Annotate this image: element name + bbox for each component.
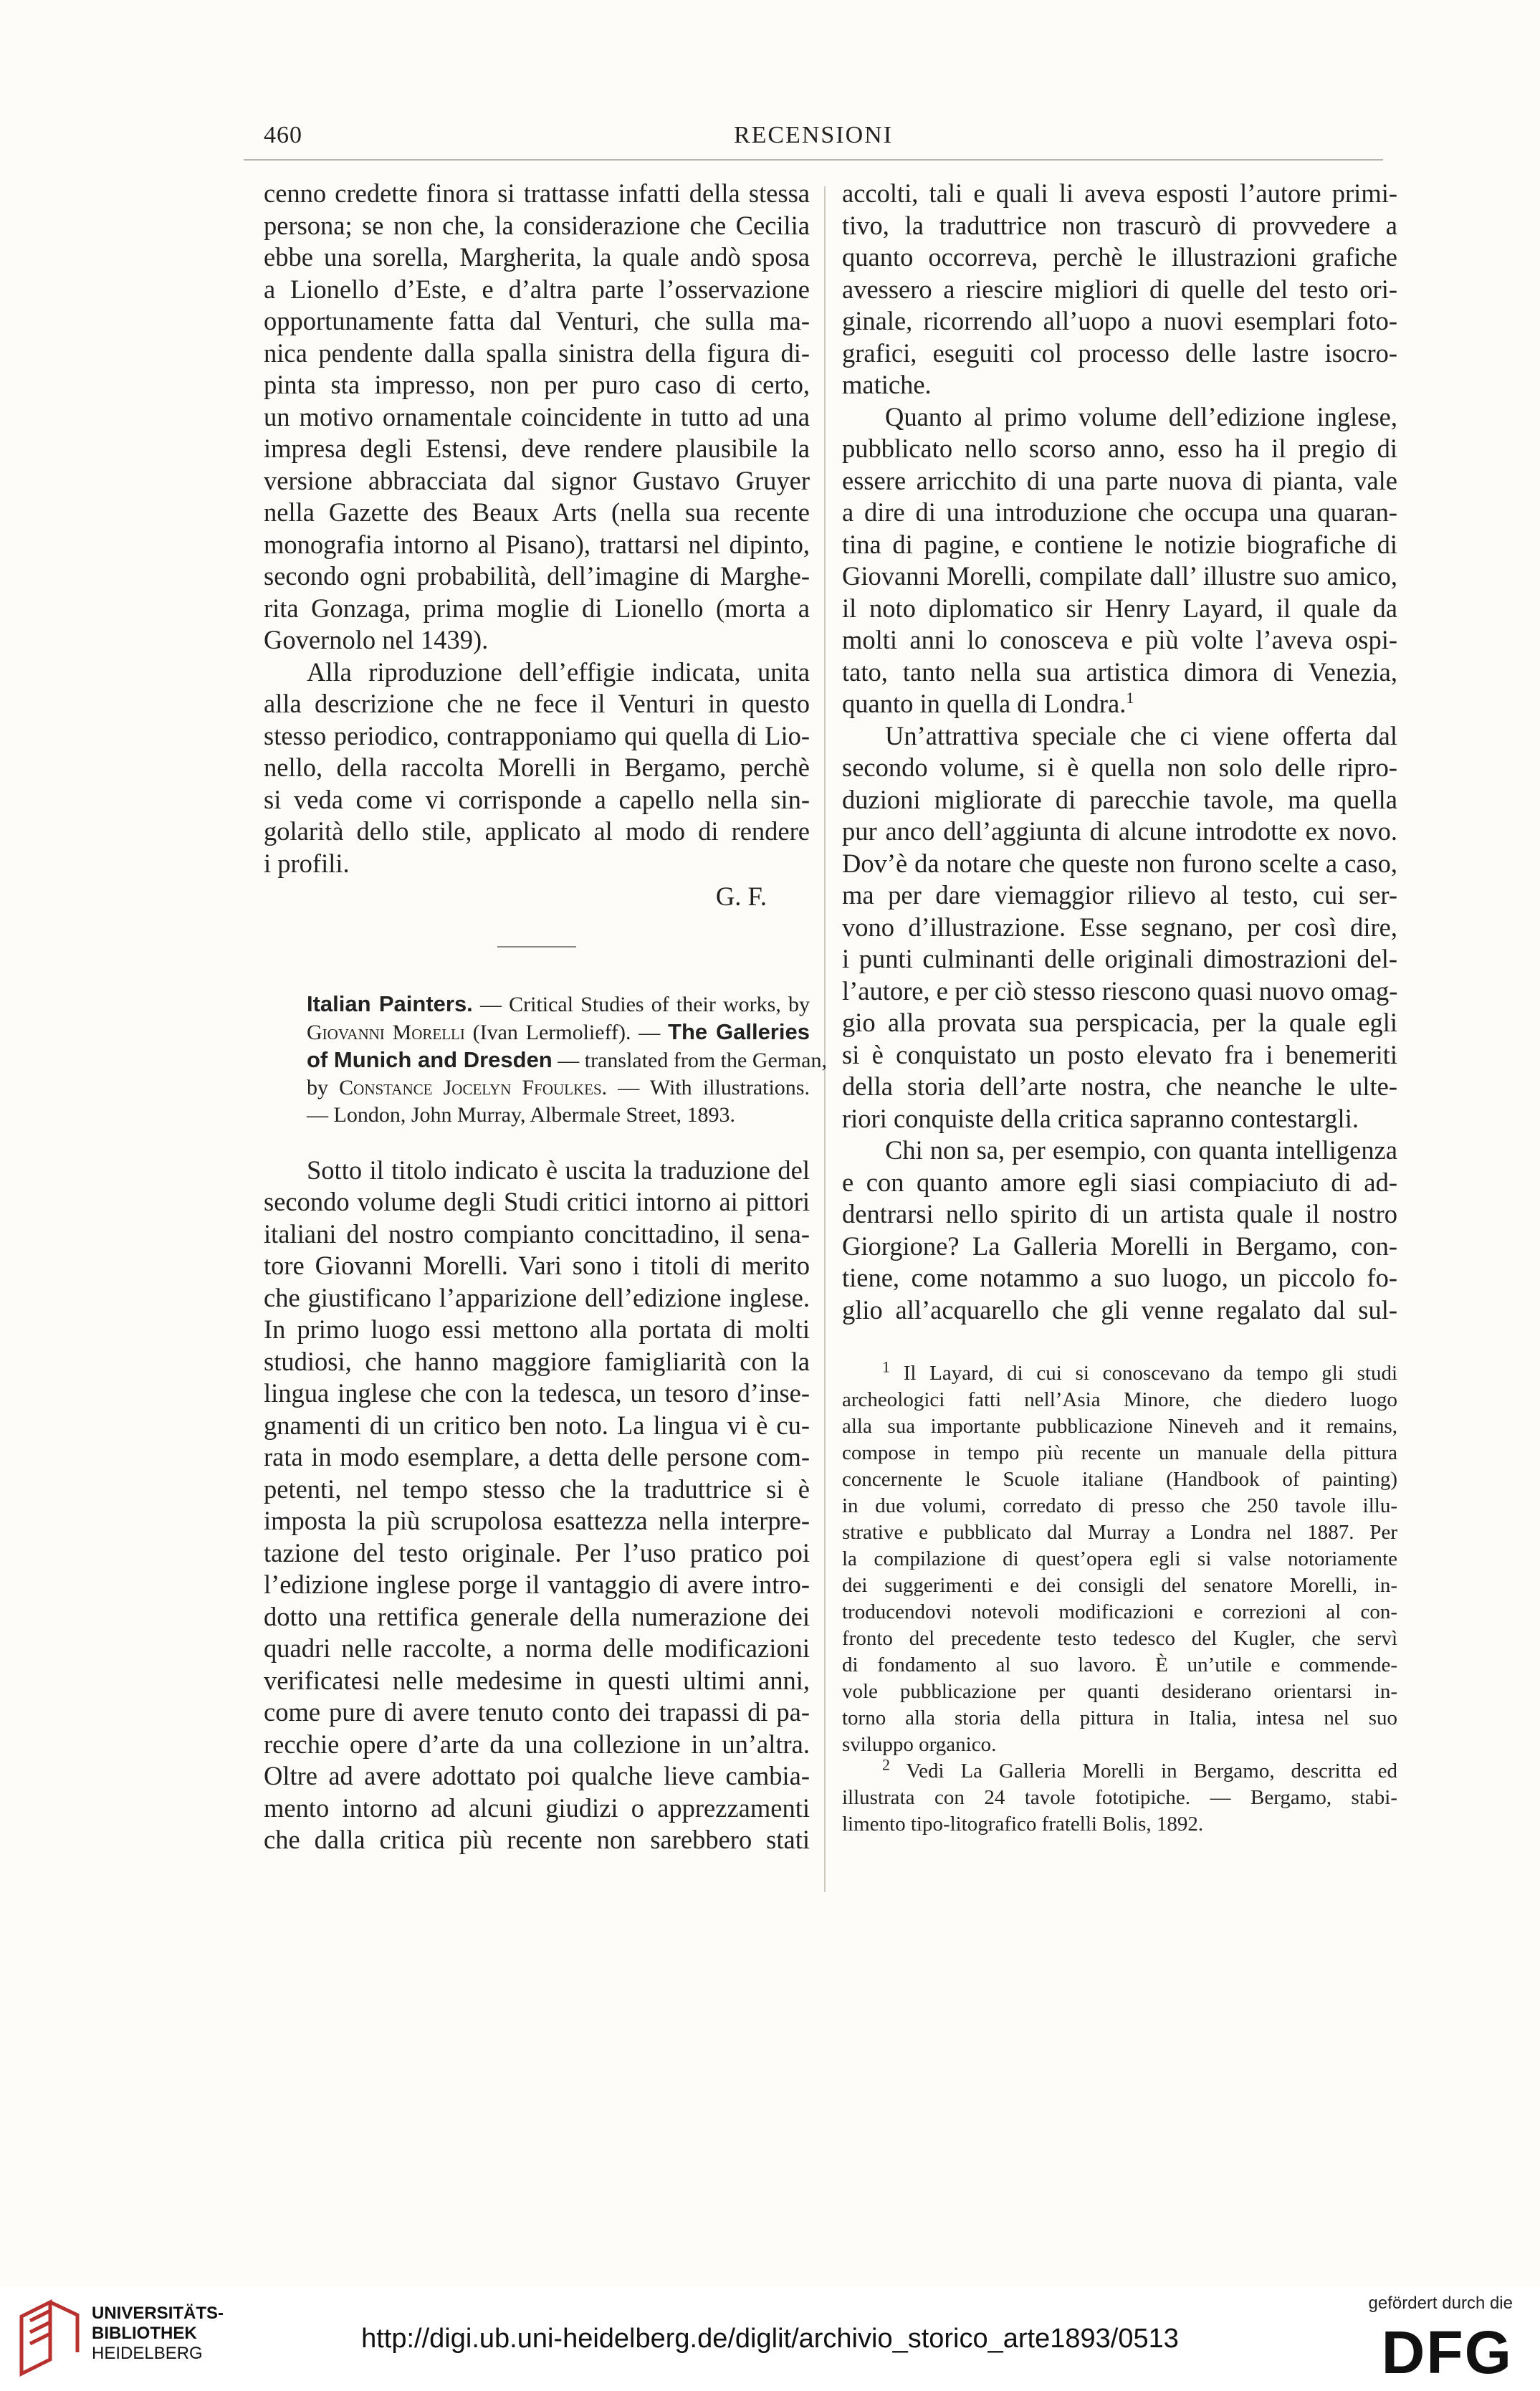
text-line: impresa degli Estensi, deve rendere plausibile la bbox=[264, 434, 810, 463]
text-line: lingua inglese che con la tedesca, un tesoro d’inse- bbox=[264, 1378, 810, 1408]
text-line: stesso periodico, contrapponiamo qui quella di Lio- bbox=[264, 720, 810, 750]
left-column bbox=[264, 178, 827, 1856]
text-line: studiosi, che hanno maggiore famigliarità con la bbox=[264, 1346, 810, 1376]
text-line: pur anco dell’aggiunta di alcune introdotte ex novo. bbox=[842, 816, 1397, 846]
text-line: monografia intorno al Pisano), trattarsi nel dipinto, bbox=[264, 529, 810, 559]
footnote-line: in due volumi, corredato di presso che 250 tavole illu- bbox=[842, 1494, 1397, 1517]
text-line: nella Gazette des Beaux Arts (nella sua recente bbox=[264, 497, 810, 527]
text-line: recchie opere d’arte da una collezione in un’altra. bbox=[264, 1729, 810, 1759]
text-line: quanto occorreva, perchè le illustrazioni grafiche bbox=[842, 242, 1397, 272]
book-title: Italian Painters. bbox=[307, 991, 473, 1016]
text-line: dentrarsi nello spirito di un artista quale il nostro bbox=[842, 1199, 1397, 1228]
text-line: vono d’illustrazione. Esse segnano, per così dire, bbox=[842, 912, 1397, 942]
dfg-logo-icon: DFG bbox=[1381, 2319, 1513, 2386]
footnote-number: 2 bbox=[882, 1755, 890, 1774]
text-line: accolti, tali e quali li aveva esposti l’autore primi- bbox=[842, 178, 1397, 208]
text-line: Alla riproduzione dell’effigie indicata, unita bbox=[307, 657, 810, 687]
text-line: pubblicato nello scorso anno, esso ha il pregio di bbox=[842, 434, 1397, 463]
footnote-line: alla sua importante pubblicazione Nineveh and it remains, bbox=[842, 1415, 1397, 1438]
text-line: a dire di una introduzione che occupa una quaran- bbox=[842, 497, 1397, 527]
text-line: glio all’acquarello che gli venne regalato dal sul- bbox=[842, 1294, 1397, 1325]
paragraph bbox=[842, 720, 1397, 1135]
footnote-line: $^1$ Il Layard, di cui si conoscevano da tempo gli studi bbox=[882, 1357, 1397, 1385]
text-line: Giovanni Morelli, compilate dall’ illustre suo amico, bbox=[842, 561, 1397, 591]
footnote-line: dei suggerimenti e dei consigli del senatore Morelli, in- bbox=[842, 1574, 1397, 1597]
text-line: che dalla critica più recente non sarebbero stati bbox=[264, 1825, 810, 1854]
text-line: alla descrizione che ne fece il Venturi in questo bbox=[264, 689, 810, 718]
text-line: cenno credette finora si trattasse infatti della stessa bbox=[264, 178, 810, 208]
institution-name: UNIVERSITÄTS- BIBLIOTHEK HEIDELBERG bbox=[92, 2304, 224, 2363]
text-line: Governolo nel 1439). bbox=[264, 625, 489, 654]
text-line: nello, della raccolta Morelli in Bergamo, perchè bbox=[264, 753, 810, 782]
viewer-footer bbox=[0, 2286, 1540, 2391]
text-line: duzioni migliorate di parecchie tavole, ma quella bbox=[842, 784, 1397, 814]
text-line: versione abbracciata dal signor Gustavo Gruyer bbox=[264, 465, 810, 495]
paragraph bbox=[842, 1135, 1397, 1326]
text-line: tiene, come notammo a suo luogo, un piccolo fo- bbox=[842, 1263, 1397, 1292]
text-line: gio alla provata sua perspicacia, per la quale egli bbox=[842, 1008, 1397, 1037]
footnote-line: compose in tempo più recente un manuale della pittura bbox=[842, 1441, 1397, 1464]
text-line: il noto diplomatico sir Henry Layard, il quale da bbox=[842, 593, 1397, 623]
column-divider bbox=[824, 186, 826, 1892]
running-title: RECENSIONI bbox=[733, 122, 894, 148]
footnote-line: illustrata con 24 tavole fototipiche. — Bergamo, stabi- bbox=[842, 1786, 1397, 1809]
text-line: matiche. bbox=[842, 370, 932, 399]
section-rule bbox=[497, 946, 576, 948]
paragraph bbox=[264, 1155, 810, 1856]
text-line: golarità dello stile, applicato al modo di rendere bbox=[264, 816, 810, 846]
text-line: tazione del testo originale. Per l’uso pratico poi bbox=[264, 1537, 810, 1567]
footnotes bbox=[842, 1357, 1397, 1838]
paragraph bbox=[842, 401, 1397, 720]
text-line: si veda come vi corrisponde a capello nella sin- bbox=[264, 784, 810, 814]
author-name: Giovanni Morelli bbox=[307, 1020, 465, 1044]
text-line: molti anni lo conosceva e più volte l’aveva ospi- bbox=[842, 625, 1397, 654]
text-line: dotto una rettifica generale della numerazione dei bbox=[264, 1601, 810, 1631]
book-title: The Galleries bbox=[668, 1018, 810, 1044]
text-line: Quanto al primo volume dell’edizione inglese, bbox=[885, 401, 1397, 431]
text-line: che giustificano l’apparizione dell’edizione inglese. bbox=[264, 1282, 810, 1312]
text-line: Un’attrattiva speciale che ci viene offerta dal bbox=[885, 720, 1397, 750]
text-line: un motivo ornamentale coincidente in tutto ad una bbox=[264, 401, 810, 431]
text-line: riori conquiste della critica sapranno contestargli. bbox=[842, 1103, 1359, 1133]
text-line: della storia dell’arte nostra, che neanche le ulte- bbox=[842, 1072, 1397, 1101]
footnote-line: concernente le Scuole italiane (Handbook of painting) bbox=[842, 1468, 1397, 1491]
page-number: 460 bbox=[264, 122, 302, 148]
footnote-line: archeologici fatti nell’Asia Minore, che diedero luogo bbox=[842, 1388, 1397, 1411]
footnote-line: troducendovi notevoli modificazioni e correzioni al con- bbox=[842, 1600, 1397, 1623]
text-line: avessero a riescire migliori di quelle del testo ori- bbox=[842, 274, 1397, 304]
text-line: secondo ogni probabilità, dell’imagine di Marghe- bbox=[264, 561, 810, 591]
text-line: Giorgione? La Galleria Morelli in Bergamo, con- bbox=[842, 1231, 1397, 1261]
text-line: gnamenti di un critico ben noto. La lingua vi è cu- bbox=[264, 1410, 810, 1440]
footnote-line: torno alla storia della pittura in Italia, intesa nel suo bbox=[842, 1707, 1397, 1729]
text-line: a Lionello d’Este, e d’altra parte l’osservazione bbox=[264, 274, 810, 304]
text-line: pinta sta impresso, non per puro caso di certo, bbox=[264, 370, 810, 399]
text-line: persona; se non che, la considerazione che Cecilia bbox=[264, 210, 810, 240]
text-line: Chi non sa, per esempio, con quanta intelligenza bbox=[885, 1135, 1397, 1165]
text-line: opportunamente fatta dal Venturi, che sulla ma- bbox=[264, 306, 810, 335]
text-line: l’autore, e per ciò stesso riescono quasi nuovo omag- bbox=[842, 975, 1398, 1006]
text-line: tivo, la traduttrice non trascurò di provvedere a bbox=[842, 210, 1397, 240]
text-line: imposta la più scrupolosa esattezza nella interpre- bbox=[264, 1506, 810, 1535]
text-line: ma per dare viemaggior rilievo al testo, cui ser- bbox=[842, 880, 1397, 910]
permalink-url[interactable]: http://digi.ub.uni-heidelberg.de/diglit/archivio_storico_arte1893/0513 bbox=[361, 2324, 1179, 2354]
text-line: quadri nelle raccolte, a norma delle modificazioni bbox=[264, 1633, 810, 1663]
text-line: Sotto il titolo indicato è uscita la traduzione del bbox=[307, 1155, 810, 1185]
footnote-line: vole pubblicazione per quanti desiderano orientarsi in- bbox=[842, 1680, 1397, 1703]
footnote-line: $^2$ Vedi La Galleria Morelli in Bergamo, descritta ed bbox=[882, 1755, 1397, 1782]
footnote-line: limento tipo-litografico fratelli Bolis, 1892. bbox=[842, 1813, 1204, 1836]
text-line: In primo luogo essi mettono alla portata di molti bbox=[264, 1314, 810, 1344]
book-title: of Munich and Dresden bbox=[307, 1046, 553, 1072]
paragraph bbox=[264, 657, 810, 880]
footnote-line: sviluppo organico. bbox=[842, 1733, 997, 1756]
text-line: nica pendente dalla spalla sinistra della figura di- bbox=[264, 338, 810, 368]
text-line: verificatesi nelle medesime in questi ultimi anni, bbox=[264, 1665, 810, 1695]
text-line: Dov’è da notare che queste non furono scelte a caso, bbox=[842, 848, 1397, 878]
text-line: essere arricchito di una parte nuova di pianta, vale bbox=[842, 465, 1397, 495]
text-line: tato, tanto nella sua artistica dimora di Venezia, bbox=[842, 657, 1397, 687]
text-line: e con quanto amore egli siasi compiaciuto di ad- bbox=[842, 1167, 1397, 1197]
text-line: i punti culminanti delle originali dimostrazioni del- bbox=[842, 944, 1397, 973]
text-line: mento intorno ad alcuni giudizi o apprezzamenti bbox=[264, 1793, 810, 1823]
footnote-mark: 1 bbox=[1126, 688, 1134, 707]
page-header bbox=[244, 119, 1383, 161]
review-heading: Italian Painters. — Critical Studies of their works, by Giovanni Morelli (Ivan Lermolieff). — The Galleries of Munich and Dresden — translated from the German, by Constance Jocelyn Ffoulkes. — With illustrations. — London, John Murray, Albermale Street, 1893. bbox=[264, 991, 810, 1129]
footnote-line: la compilazione di quest’opera egli si valse notoriamente bbox=[842, 1547, 1397, 1570]
text-line: si è conquistato un posto elevato fra i benemeriti bbox=[842, 1039, 1397, 1069]
text-line: ginale, ricorrendo all’uopo a nuovi esemplari foto- bbox=[842, 306, 1397, 335]
text-line: italiani del nostro compianto concittadino, il sena- bbox=[264, 1218, 810, 1249]
text-line: Oltre ad avere adottato poi qualche lieve cambia- bbox=[264, 1761, 810, 1790]
right-column bbox=[842, 178, 1397, 1838]
text-line: come pure di avere tenuto conto dei trapassi di pa- bbox=[264, 1697, 810, 1727]
footnote-line: strative e pubblicato dal Murray a Londra nel 1887. Per bbox=[842, 1521, 1397, 1544]
author-signature: G. F. bbox=[715, 882, 767, 911]
footnote-number: 1 bbox=[882, 1357, 890, 1376]
text-line: grafici, eseguiti col processo delle lastre isocro- bbox=[842, 338, 1397, 368]
paragraph bbox=[264, 178, 810, 657]
text-line: secondo volume degli Studi critici intorno ai pittori bbox=[264, 1187, 810, 1216]
imprint: — London, John Murray, Albermale Street, 1893. bbox=[307, 1102, 735, 1127]
funding-label: gefördert durch die bbox=[1368, 2294, 1513, 2313]
text-line: petenti, nel tempo stesso che la traduttrice si è bbox=[264, 1474, 810, 1504]
text-line: secondo volume, si è quella non solo delle ripro- bbox=[842, 753, 1397, 782]
text-line: tina di pagine, e contiene le notizie biografiche di bbox=[842, 529, 1397, 559]
text-line: l’edizione inglese porge il vantaggio di avere intro- bbox=[264, 1570, 810, 1599]
text-line: ebbe una sorella, Margherita, la quale andò sposa bbox=[264, 242, 810, 272]
paragraph bbox=[842, 178, 1397, 401]
footnote-line: fronto del precedente testo tedesco del Kugler, che servì bbox=[842, 1627, 1397, 1650]
translator-name: Constance Jocelyn Ffoulkes bbox=[339, 1075, 602, 1099]
text-line: i profili. bbox=[264, 848, 350, 878]
text-line: rita Gonzaga, prima moglie di Lionello (morta a bbox=[264, 593, 810, 623]
footnote-line: di fondamento al suo lavoro. È un’utile e commende- bbox=[842, 1653, 1397, 1676]
text-line: quanto in quella di Londra.$^1$ bbox=[842, 688, 1134, 718]
text-line: tore Giovanni Morelli. Vari sono i titoli di merito bbox=[264, 1251, 810, 1280]
text-line: rata in modo esemplare, a detta delle persone com- bbox=[264, 1442, 810, 1471]
